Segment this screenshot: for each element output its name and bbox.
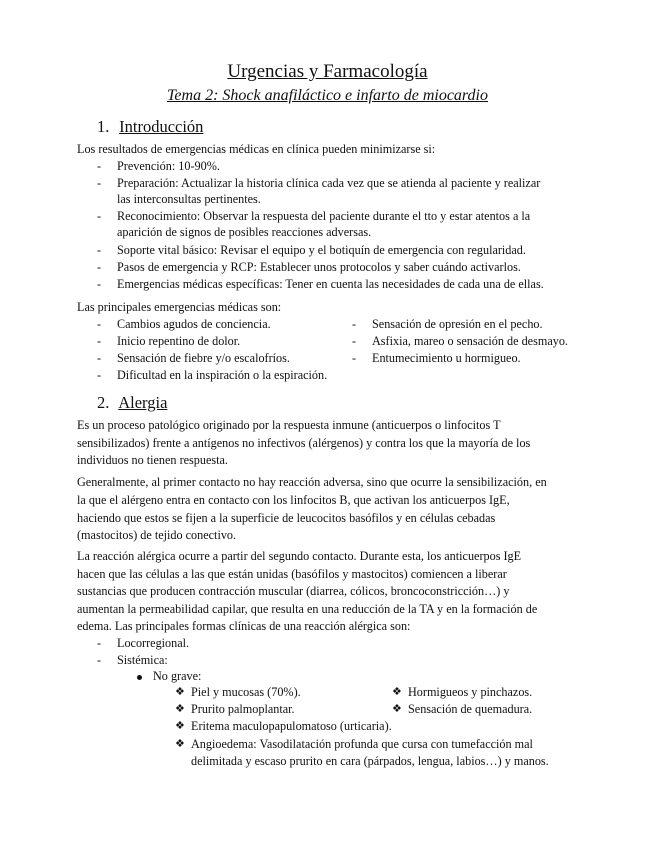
paragraph-line: (mastocitos) de tejido conectivo. — [77, 528, 237, 542]
paragraph-line: aumentan la permeabilidad capilar, que resulta en una reducción de la TA y en la formación de — [77, 602, 538, 616]
intro-paragraph: Los resultados de emergencias médicas en clínica pueden minimizarse si: — [77, 142, 436, 156]
document-subtitle: Tema 2: Shock anafiláctico e infarto de miocardio — [167, 87, 488, 104]
diamond-bullet-icon: ❖ — [392, 686, 402, 698]
paragraph-line: La reacción alérgica ocurre a partir del segundo contacto. Durante esta, los anticuerpos IgE — [77, 549, 522, 563]
symptom-item: Piel y mucosas (70%). — [191, 685, 301, 699]
diamond-bullet-icon: ❖ — [175, 686, 185, 698]
paragraph-line: sensibilizados) frente a antígenos no infectivos (alérgenos) y contra los que la mayoría de los — [77, 436, 531, 450]
emergencies-intro: Las principales emergencias médicas son: — [77, 300, 282, 314]
section-number: 2. — [97, 393, 110, 412]
document-title: Urgencias y Farmacología — [227, 61, 428, 82]
paragraph-line: sustancias que producen contracción muscular (diarrea, cólicos, broncoconstricción…) y — [77, 584, 510, 598]
paragraph-line: Es un proceso patológico originado por la respuesta inmune (anticuerpos o linfocitos T — [77, 418, 501, 432]
paragraph-line: haciendo que estos se fijen a la superficie de leucocitos basófilos y en células cebadas — [77, 511, 496, 525]
section-heading-introduccion — [97, 117, 203, 137]
symptom-item: Hormigueos y pinchazos. — [408, 685, 533, 699]
bullet-icon — [137, 675, 142, 680]
section-title: Introducción — [119, 117, 204, 136]
list-item-continuation: aparición de signos de posibles reacciones adversas. — [117, 225, 372, 239]
symptom-item: Sensación de quemadura. — [408, 702, 533, 716]
section-heading-alergia — [97, 393, 167, 413]
paragraph-line: edema. Las principales formas clínicas de una reacción alérgica son: — [77, 619, 411, 633]
paragraph-line: Generalmente, al primer contacto no hay reacción adversa, sino que ocurre la sensibilización, en — [77, 475, 547, 489]
diamond-bullet-icon: ❖ — [175, 703, 185, 715]
diamond-bullet-icon: ❖ — [175, 720, 185, 732]
section-number: 1. — [97, 117, 110, 136]
document-page: Urgencias y Farmacología Tema 2: Shock anafiláctico e infarto de miocardio 1. Introducción Los resultados de emergencias médicas en clínica pueden minimizarse si: - Prevención: 10-90%. - Preparación: Actualizar la historia clínica cada vez que se atienda al paciente y realizar las interconsultas pertinentes. - Reconocimiento: Observar la respuesta del paciente durante el tto y estar atentos a la aparición de signos de posibles reacciones adversas. - Soporte vital básico: Revisar el equipo y el botiquín de emergencia con regularidad. - Pasos de emergencia y RCP: Establecer unos protocolos y saber cuándo activarlos. - Emergencias médicas específicas: Tener en cuenta las necesidades de cada una de ellas. Las principales emergencias médicas son: - Cambios agudos de conciencia. - Inicio repentino de dolor. - Sensación de fiebre y/o escalofríos. - Dificultad en la inspiración o la espiración. - Sensación de opresión en el pecho. - Asfixia, mareo o sensación de desmayo. - Entumecimiento u hormigueo. 2. Alergia Es un proceso patológico originado por la respuesta inmune (anticuerpos o linfocitos T sensibilizados) frente a antígenos no infectivos (alérgenos) y contra los que la mayoría de los individuos no tienen respuesta. Generalmente, al primer contacto no hay reacción adversa, sino que ocurre la sensibilización, en la que el alérgeno entra en contacto con los linfocitos B, que activan los anticuerpos IgE, haciendo que estos se fijen a la superficie de leucocitos basófilos y en células cebadas (mastocitos) de tejido conectivo. La reacción alérgica ocurre a partir del segundo contacto. Durante esta, los anticuerpos IgE hacen que las células a las que están unidas (basófilos y mastocitos) comiencen a liberar sustancias que producen contracción muscular (diarrea, cólicos, broncoconstricción…) y aumentan la permeabilidad capilar, que resulta en una reducción de la TA y en la formación de edema. Las principales formas clínicas de una reacción alérgica son: - Locorregional. - Sistémica: No grave: ❖ Piel y mucosas (70%). ❖ Prurito palmoplantar. ❖ Hormigueos y pinchazos. ❖ Sensación de quemadura. ❖ Eritema maculopapulomatoso (urticaria). ❖ Angioedema: Vasodilatación profunda que cursa con tumefacción mal delimitada y escaso prurito en cara (párpados, lengua, labios…) y manos. — [0, 0, 655, 848]
symptom-item: Prurito palmoplantar. — [191, 702, 295, 716]
list-item: No grave: — [153, 669, 202, 683]
diamond-bullet-icon: ❖ — [175, 738, 185, 750]
list-item-continuation: las interconsultas pertinentes. — [117, 192, 261, 206]
paragraph-line: individuos no tienen respuesta. — [77, 453, 228, 467]
symptom-item: Angioedema: Vasodilatación profunda que cursa con tumefacción mal — [191, 737, 533, 751]
symptom-item: Eritema maculopapulomatoso (urticaria). — [191, 719, 392, 733]
section-title: Alergia — [118, 393, 168, 412]
paragraph-line: la que el alérgeno entra en contacto con los linfocitos B, que activan los anticuerpos IgE, — [77, 493, 510, 507]
symptom-item-continuation: delimitada y escaso prurito en cara (párpados, lengua, labios…) y manos. — [191, 754, 549, 768]
paragraph-line: hacen que las células a las que están unidas (basófilos y mastocitos) comiencen a liberar — [77, 567, 507, 581]
diamond-bullet-icon: ❖ — [392, 703, 402, 715]
